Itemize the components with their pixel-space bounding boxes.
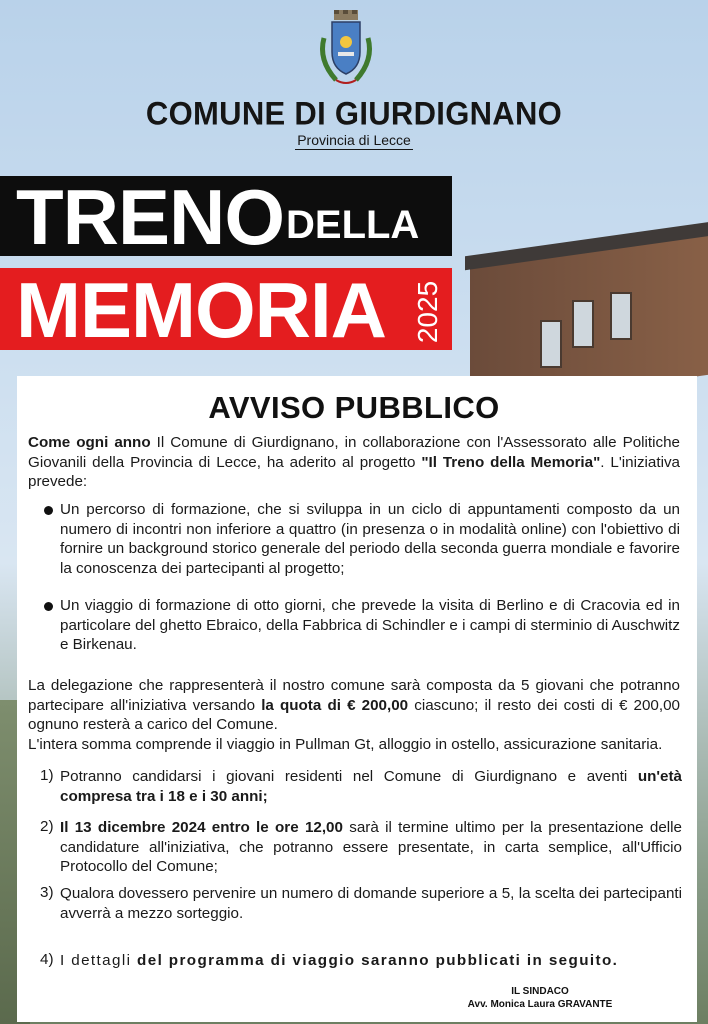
banner-word-della: DELLA: [286, 203, 420, 247]
list-number: 4): [40, 951, 54, 968]
signature-name: Avv. Monica Laura GRAVANTE: [467, 999, 613, 1010]
comune-title: COMUNE DI GIURDIGNANO: [145, 95, 563, 132]
provincia-subtitle: Provincia di Lecce: [297, 132, 411, 148]
delegation-paragraph: La delegazione che rappresenterà il nostro comune sarà composta da 5 giovani che potranno partecipare all'iniziativa versando la quota di € 200,00 ciascuno; il resto dei costi di € 200,00 ognuno resterà a carico del Comune. L'intera somma comprende il viaggio in Pullman Gt, alloggio in ostello, assicurazione sanitaria.: [28, 677, 680, 753]
coat-of-arms-icon: [314, 8, 378, 90]
building-window: [572, 300, 594, 348]
intro-paragraph: Come ogni anno Il Comune di Giurdignano, in collaborazione con l'Assessorato alle Politiche Giovanili della Provincia di Lecce, ha aderito al progetto "Il Treno della Memoria". L'iniziativa prevede:: [28, 434, 680, 490]
banner-word-memoria: MEMORIA: [16, 266, 386, 354]
bullet-icon: [44, 602, 53, 611]
list-item: I dettagli del programma di viaggio saranno pubblicati in seguito.: [60, 952, 619, 969]
list-item: Qualora dovessero pervenire un numero di domande superiore a 5, la scelta dei partecipanti avverrà a mezzo sorteggio.: [60, 885, 682, 922]
building-window: [610, 292, 632, 340]
notice-heading: AVVISO PUBBLICO: [208, 390, 500, 425]
list-number: 2): [40, 818, 54, 835]
signature-role: IL SINDACO: [511, 986, 569, 997]
signature-block: [420, 985, 660, 1011]
bullet-item: Un percorso di formazione, che si sviluppa in un ciclo di appuntamenti composto da un numero di incontri non inferiore a quattro (in presenza o in modalità online) con l'obiettivo di fornire un background storico generale del periodo della seconda guerra mondiale e favorire la conoscenza dei partecipanti al progetto;: [60, 501, 680, 577]
banner-word-treno: TRENO: [16, 173, 284, 261]
list-item: Il 13 dicembre 2024 entro le ore 12,00 sarà il termine ultimo per la presentazione delle candidature all'iniziativa, che potranno essere presentate, in carta semplice, all'Ufficio Protocollo del Comune;: [60, 819, 682, 875]
list-number: 1): [40, 767, 54, 784]
bullet-item: Un viaggio di formazione di otto giorni, che prevede la visita di Berlino e di Cracovia ed in particolare del ghetto Ebraico, della Fabbrica di Schindler e i campi di sterminio di Auschwitz e Birkenau.: [60, 597, 680, 653]
bullet-icon: [44, 506, 53, 515]
list-number: 3): [40, 884, 54, 901]
banner-year: 2025: [412, 280, 443, 344]
building-window: [540, 320, 562, 368]
list-item: Potranno candidarsi i giovani residenti nel Comune di Giurdignano e aventi un'età compresa tra i 18 e i 30 anni;: [60, 768, 682, 805]
